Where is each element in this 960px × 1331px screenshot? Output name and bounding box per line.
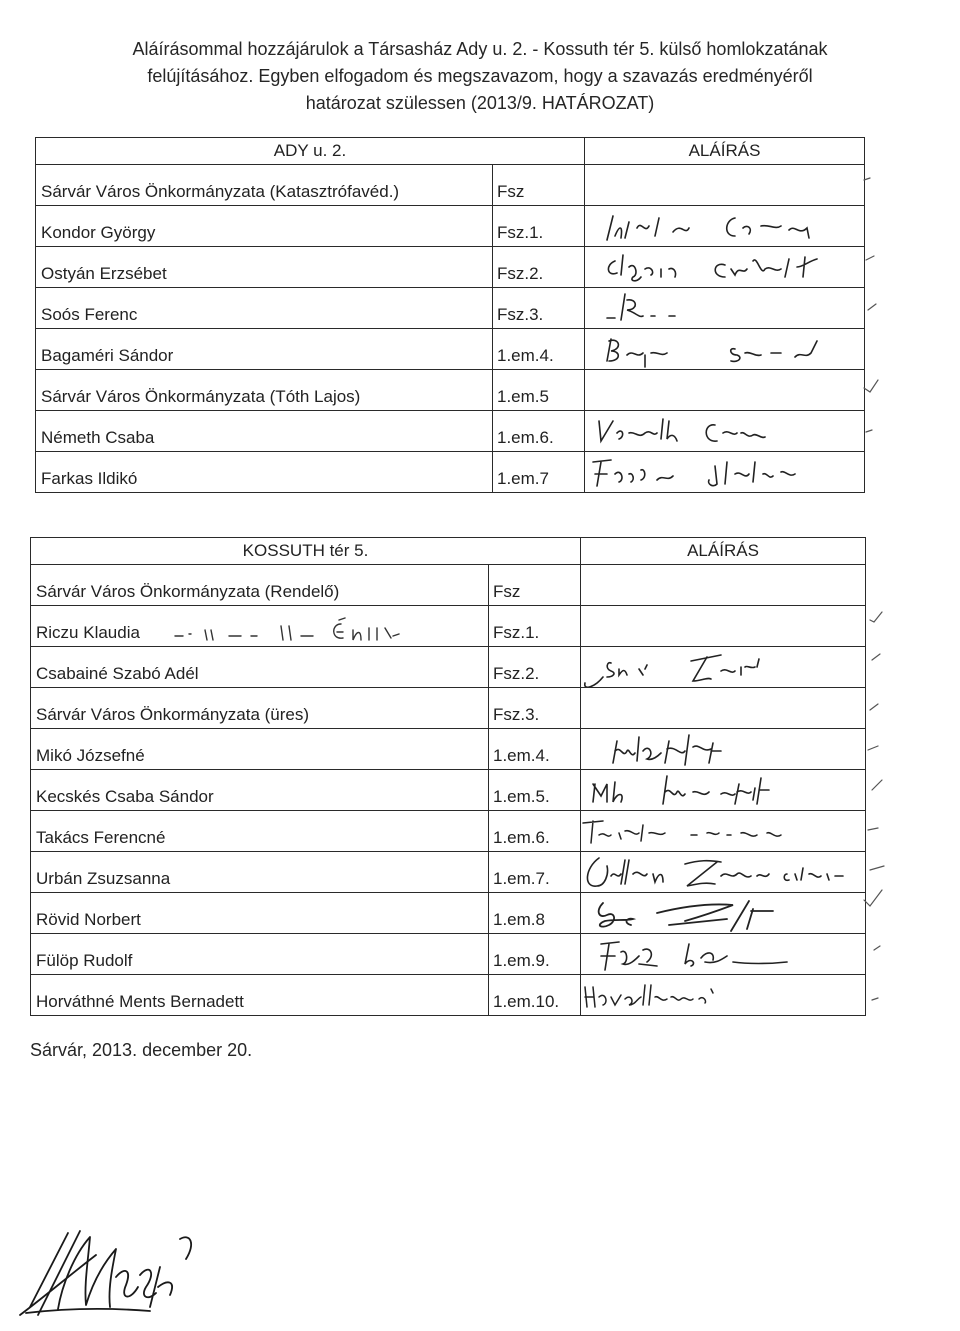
unit-label: Fsz bbox=[493, 582, 521, 601]
unit-label: 1.em.6. bbox=[497, 428, 554, 447]
table-row bbox=[31, 606, 866, 647]
table-row bbox=[31, 975, 866, 1016]
unit-label: 1.em.7. bbox=[493, 869, 550, 888]
unit-label: 1.em.7 bbox=[497, 469, 549, 488]
owner-name: Kecskés Csaba Sándor bbox=[36, 787, 214, 806]
unit-label: Fsz bbox=[497, 182, 525, 201]
owner-name: Sárvár Város Önkormányzata (Rendelő) bbox=[36, 582, 340, 601]
signature-cell-empty bbox=[585, 370, 865, 411]
owner-name: Takács Ferencné bbox=[36, 828, 166, 847]
owner-name: Sárvár Város Önkormányzata (Katasztrófavéd.) bbox=[41, 182, 400, 201]
signature-header: ALÁÍRÁS bbox=[581, 538, 866, 565]
signature-scribble bbox=[581, 729, 866, 770]
signature-scribble bbox=[581, 893, 866, 934]
owner-name: Németh Csaba bbox=[41, 428, 155, 447]
owner-name: Mikó Józsefné bbox=[36, 746, 145, 765]
owner-name: Rövid Norbert bbox=[36, 910, 141, 929]
table-row bbox=[31, 565, 866, 606]
unit-label: Fsz.2. bbox=[493, 664, 540, 683]
signature-scribble bbox=[581, 975, 866, 1016]
owner-name: Csabainé Szabó Adél bbox=[36, 664, 199, 683]
address-header: ADY u. 2. bbox=[36, 138, 585, 165]
address-header: KOSSUTH tér 5. bbox=[31, 538, 581, 565]
signature-scribble bbox=[585, 452, 865, 493]
table-row bbox=[31, 893, 866, 934]
owner-name: Urbán Zsuzsanna bbox=[36, 869, 171, 888]
unit-label: Fsz.1. bbox=[493, 623, 540, 642]
intro-line-1: Aláírásommal hozzájárulok a Társasház Ady u. 2. - Kossuth tér 5. külső homlokzatának bbox=[132, 39, 828, 59]
table-row bbox=[36, 206, 865, 247]
signature-header: ALÁÍRÁS bbox=[585, 138, 865, 165]
unit-label: Fsz.1. bbox=[497, 223, 544, 242]
owner-name: Bagaméri Sándor bbox=[41, 346, 174, 365]
kossuth-signature-table bbox=[30, 537, 866, 1016]
table-header-row bbox=[31, 538, 866, 565]
signature-scribble bbox=[585, 288, 865, 329]
signature-scribble bbox=[581, 647, 866, 688]
signature-scribble bbox=[585, 206, 865, 247]
signature-cell-empty bbox=[581, 565, 866, 606]
table-row bbox=[36, 452, 865, 493]
signature-cell-empty bbox=[581, 606, 866, 647]
owner-name: Farkas Ildikó bbox=[41, 469, 138, 488]
table-row bbox=[31, 729, 866, 770]
unit-label: Fsz.2. bbox=[497, 264, 544, 283]
owner-name: Sárvár Város Önkormányzata (Tóth Lajos) bbox=[41, 387, 361, 406]
unit-label: 1.em.6. bbox=[493, 828, 550, 847]
table-row bbox=[31, 852, 866, 893]
signature-scribble bbox=[581, 852, 866, 893]
table-row bbox=[36, 247, 865, 288]
intro-line-3: határozat szülessen (2013/9. HATÁROZAT) bbox=[305, 93, 655, 113]
intro-line-2: felújításához. Egyben elfogadom és megszavazom, hogy a szavazás eredményéről bbox=[147, 66, 813, 86]
signature-scribble bbox=[585, 411, 865, 452]
signature-cell-empty bbox=[585, 165, 865, 206]
handwritten-ditto-marks bbox=[171, 606, 489, 646]
unit-label: 1.em.8 bbox=[493, 910, 545, 929]
unit-label: 1.em.4. bbox=[497, 346, 554, 365]
unit-label: 1.em.4. bbox=[493, 746, 550, 765]
table-row bbox=[36, 411, 865, 452]
owner-name: Fülöp Rudolf bbox=[36, 951, 133, 970]
signature-cell-empty bbox=[581, 688, 866, 729]
table-row bbox=[31, 770, 866, 811]
table-row bbox=[31, 688, 866, 729]
unit-label: 1.em.9. bbox=[493, 951, 550, 970]
margin-check-marks bbox=[860, 160, 900, 1060]
table-row bbox=[31, 647, 866, 688]
table-row bbox=[36, 165, 865, 206]
intro-text bbox=[30, 36, 930, 117]
owner-name: Riczu Klaudia bbox=[36, 623, 140, 642]
place-and-date: Sárvár, 2013. december 20. bbox=[30, 1040, 253, 1060]
owner-name: Ostyán Erzsébet bbox=[41, 264, 167, 283]
table-row bbox=[31, 811, 866, 852]
signature-scribble bbox=[585, 247, 865, 288]
table-header-row bbox=[36, 138, 865, 165]
table-row bbox=[31, 934, 866, 975]
ady-signature-table bbox=[35, 137, 865, 493]
owner-name: Horváthné Ments Bernadett bbox=[36, 992, 244, 1011]
signature-scribble bbox=[581, 934, 866, 975]
owner-name: Sárvár Város Önkormányzata (üres) bbox=[36, 705, 310, 724]
unit-label: 1.em.10. bbox=[493, 992, 560, 1011]
signature-scribble bbox=[581, 811, 866, 852]
unit-label: Fsz.3. bbox=[493, 705, 540, 724]
unit-label: 1.em.5. bbox=[493, 787, 550, 806]
owner-name: Kondor György bbox=[41, 223, 156, 242]
table-row bbox=[36, 370, 865, 411]
signature-scribble bbox=[581, 770, 866, 811]
signature-scribble bbox=[585, 329, 865, 370]
unit-label: Fsz.3. bbox=[497, 305, 544, 324]
table-row bbox=[36, 288, 865, 329]
unit-label: 1.em.5 bbox=[497, 387, 549, 406]
owner-name: Soós Ferenc bbox=[41, 305, 138, 324]
final-signature bbox=[0, 1215, 220, 1331]
table-row bbox=[36, 329, 865, 370]
